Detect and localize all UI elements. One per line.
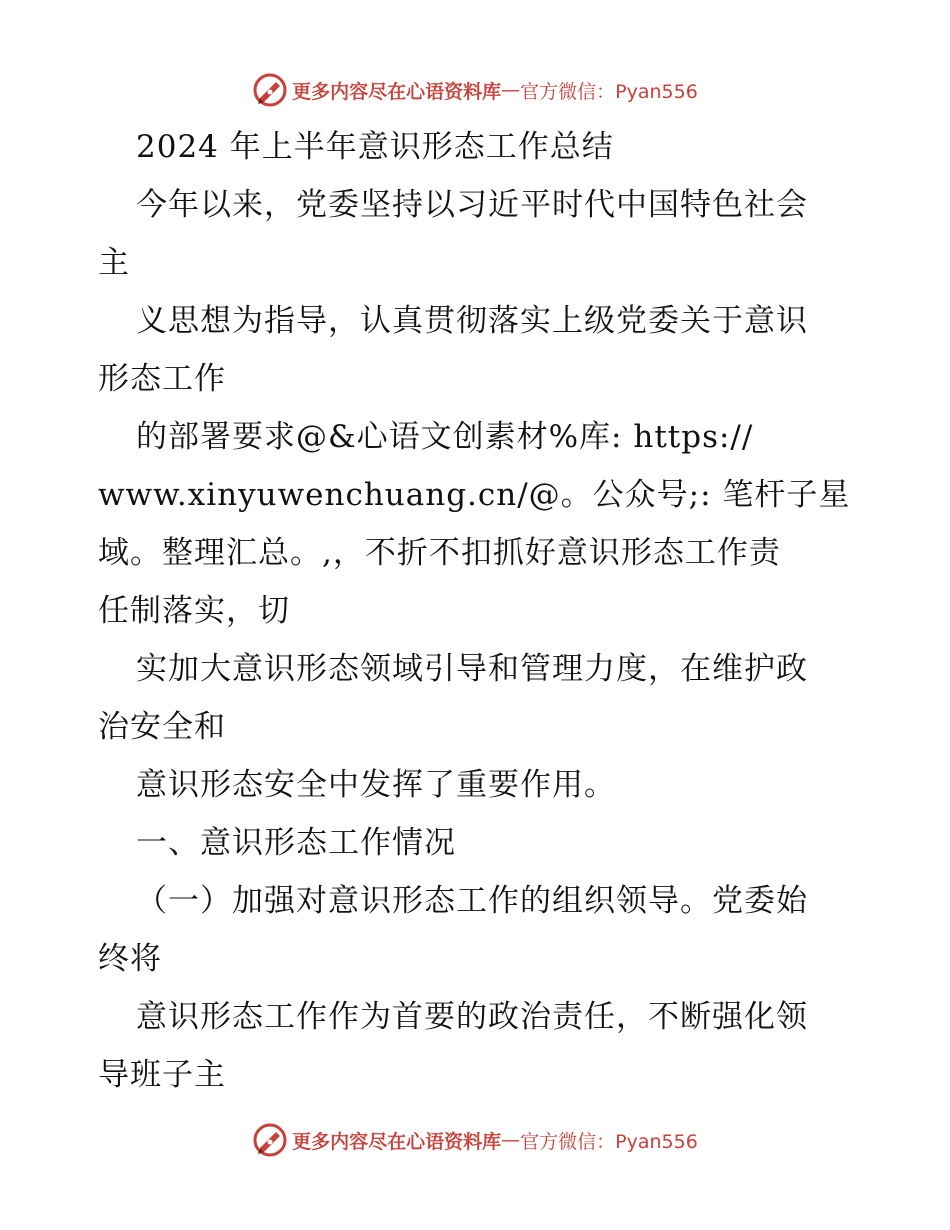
text-line: 意识形态安全中发挥了重要作用。 (136, 767, 616, 803)
text-line: 义思想为指导，认真贯彻落实上级党委关于意识 (136, 303, 808, 339)
text-line: 今年以来，党委坚持以习近平时代中国特色社会 (136, 187, 808, 223)
text-line: 意识形态工作作为首要的政治责任，不断强化领 (136, 999, 808, 1035)
banner-lead-text: 更多内容尽在心语资料库 (292, 80, 502, 103)
pen-nib-logo-icon (252, 72, 288, 108)
text-line: 域。整理汇总。,，不折不扣抓好意识形态工作责 (98, 535, 781, 571)
banner-dash: — (501, 1129, 521, 1151)
text-line: 任制落实，切 (98, 593, 290, 629)
text-line: 形态工作 (98, 361, 226, 397)
text-line: （一）加强对意识形态工作的组织领导。党委始 (136, 883, 808, 919)
banner-wechat-text: 官方微信：Pyan556 (520, 80, 698, 103)
text-line: 实加大意识形态领域引导和管理力度，在维护政 (136, 651, 808, 687)
text-line: 治安全和 (98, 709, 226, 745)
text-line: 的部署要求@&心语文创素材%库: https:// (136, 419, 754, 455)
header-banner (0, 70, 950, 110)
text-line: 导班子主 (98, 1057, 226, 1093)
text-line: 主 (98, 245, 130, 281)
text-line: 2024 年上半年意识形态工作总结 (136, 129, 614, 165)
document-body (98, 118, 858, 1104)
banner-wechat-text: 官方微信：Pyan556 (520, 1130, 698, 1153)
banner-dash: — (501, 79, 521, 101)
banner-lead-text: 更多内容尽在心语资料库 (292, 1130, 502, 1153)
text-line: 一、意识形态工作情况 (136, 825, 456, 861)
text-line: www.xinyuwenchuang.cn/@。公众号;: 笔杆子星 (98, 477, 851, 513)
footer-banner (0, 1120, 950, 1160)
pen-nib-logo-icon (252, 1122, 288, 1158)
text-line: 终将 (98, 941, 162, 977)
